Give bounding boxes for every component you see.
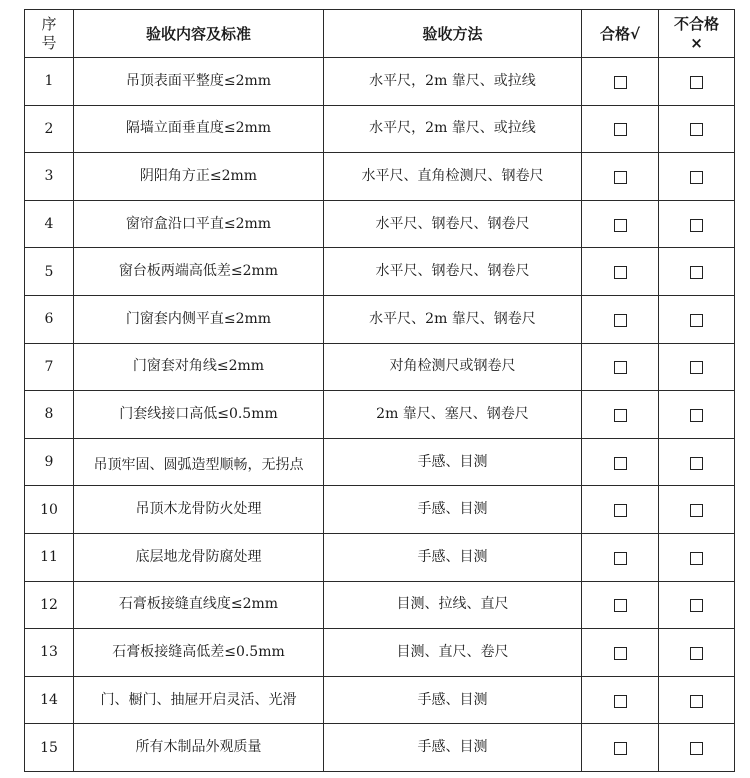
table-row [25,391,735,439]
row-item: 窗帘盒沿口平直≤2mm [74,200,324,248]
header-fail [659,10,735,58]
row-fail-cell [659,391,735,439]
row-number: 5 [25,248,74,296]
acceptance-table [24,9,735,772]
fail-checkbox[interactable] [690,695,703,708]
row-item: 门窗套对角线≤2mm [74,343,324,391]
fail-checkbox[interactable] [690,76,703,89]
table-row [25,533,735,581]
row-number: 3 [25,153,74,201]
pass-checkbox[interactable] [614,647,627,660]
row-method: 目测、直尺、卷尺 [324,629,582,677]
table-row [25,438,735,486]
table-row [25,153,735,201]
row-fail-cell [659,724,735,772]
table-row [25,676,735,724]
fail-checkbox[interactable] [690,266,703,279]
row-pass-cell [582,248,659,296]
pass-checkbox[interactable] [614,552,627,565]
row-number: 14 [25,676,74,724]
row-number: 4 [25,200,74,248]
pass-checkbox[interactable] [614,219,627,232]
table-row [25,105,735,153]
header-pass-label: 合格√ [599,24,640,43]
header-number [25,10,74,58]
row-number: 1 [25,58,74,106]
row-method: 水平尺、2m 靠尺、钢卷尺 [324,295,582,343]
pass-checkbox[interactable] [614,409,627,422]
pass-checkbox[interactable] [614,314,627,327]
row-item: 阴阳角方正≤2mm [74,153,324,201]
row-number: 9 [25,438,74,486]
row-method: 水平尺、直角检测尺、钢卷尺 [324,153,582,201]
row-pass-cell [582,58,659,106]
row-item: 门套线接口高低≤0.5mm [74,391,324,439]
row-method: 手感、目测 [324,676,582,724]
row-number: 8 [25,391,74,439]
row-item: 隔墙立面垂直度≤2mm [74,105,324,153]
row-pass-cell [582,153,659,201]
row-pass-cell [582,200,659,248]
row-item: 石膏板接缝直线度≤2mm [74,581,324,629]
row-number: 10 [25,486,74,534]
row-number: 6 [25,295,74,343]
header-item-label: 验收内容及标准 [145,24,251,43]
row-fail-cell [659,533,735,581]
table-row [25,58,735,106]
row-number: 12 [25,581,74,629]
row-pass-cell [582,676,659,724]
row-pass-cell [582,629,659,677]
row-method: 手感、目测 [324,438,582,486]
header-method [324,10,582,58]
fail-checkbox[interactable] [690,552,703,565]
row-fail-cell [659,200,735,248]
row-item: 石膏板接缝高低差≤0.5mm [74,629,324,677]
row-method: 水平尺，2m 靠尺、或拉线 [324,58,582,106]
row-pass-cell [582,105,659,153]
row-fail-cell [659,629,735,677]
table-row [25,724,735,772]
pass-checkbox[interactable] [614,695,627,708]
row-item: 窗台板两端高低差≤2mm [74,248,324,296]
header-pass [582,10,659,58]
row-number: 13 [25,629,74,677]
row-number: 2 [25,105,74,153]
row-number: 15 [25,724,74,772]
fail-checkbox[interactable] [690,171,703,184]
row-method: 水平尺、钢卷尺、钢卷尺 [324,248,582,296]
table-row [25,629,735,677]
row-method: 对角检测尺或钢卷尺 [324,343,582,391]
row-pass-cell [582,581,659,629]
row-method: 手感、目测 [324,533,582,581]
row-number: 7 [25,343,74,391]
row-pass-cell [582,724,659,772]
fail-checkbox[interactable] [690,457,703,470]
row-pass-cell [582,343,659,391]
fail-checkbox[interactable] [690,314,703,327]
fail-checkbox[interactable] [690,123,703,136]
table-row [25,248,735,296]
row-fail-cell [659,153,735,201]
row-pass-cell [582,438,659,486]
table-body [25,58,735,772]
pass-checkbox[interactable] [614,361,627,374]
row-method: 水平尺、钢卷尺、钢卷尺 [324,200,582,248]
table-row [25,581,735,629]
pass-checkbox[interactable] [614,266,627,279]
row-item: 门、橱门、抽屉开启灵活、光滑 [74,676,324,724]
row-item: 吊顶木龙骨防火处理 [74,486,324,534]
row-fail-cell [659,105,735,153]
pass-checkbox[interactable] [614,123,627,136]
row-item: 底层地龙骨防腐处理 [74,533,324,581]
header-number-label: 序号 [41,14,57,52]
row-fail-cell [659,486,735,534]
pass-checkbox[interactable] [614,504,627,517]
row-method: 手感、目测 [324,724,582,772]
fail-checkbox[interactable] [690,599,703,612]
row-number: 11 [25,533,74,581]
row-fail-cell [659,58,735,106]
pass-checkbox[interactable] [614,457,627,470]
fail-checkbox[interactable] [690,742,703,755]
row-fail-cell [659,343,735,391]
header-fail-label: 不合格 × [673,14,719,52]
pass-checkbox[interactable] [614,599,627,612]
row-method: 目测、拉线、直尺 [324,581,582,629]
row-item: 所有木制品外观质量 [74,724,324,772]
pass-checkbox[interactable] [614,171,627,184]
fail-checkbox[interactable] [690,361,703,374]
row-fail-cell [659,438,735,486]
header-item [74,10,324,58]
row-item: 门窗套内侧平直≤2mm [74,295,324,343]
table-row [25,343,735,391]
row-pass-cell [582,533,659,581]
row-fail-cell [659,676,735,724]
row-method: 水平尺，2m 靠尺、或拉线 [324,105,582,153]
row-pass-cell [582,295,659,343]
table-row [25,295,735,343]
row-item-text: 吊顶牢固、圆弧造型顺畅，无拐点 [93,456,304,473]
pass-checkbox[interactable] [614,76,627,89]
header-method-label: 验收方法 [422,24,483,43]
row-item [74,438,324,486]
fail-checkbox[interactable] [690,647,703,660]
fail-checkbox[interactable] [690,504,703,517]
row-method: 2m 靠尺、塞尺、钢卷尺 [324,391,582,439]
row-item: 吊顶表面平整度≤2mm [74,58,324,106]
row-fail-cell [659,248,735,296]
row-pass-cell [582,486,659,534]
fail-checkbox[interactable] [690,409,703,422]
table-row [25,200,735,248]
row-pass-cell [582,391,659,439]
table-row [25,486,735,534]
row-method: 手感、目测 [324,486,582,534]
header-row [25,10,735,58]
pass-checkbox[interactable] [614,742,627,755]
fail-checkbox[interactable] [690,219,703,232]
row-fail-cell [659,581,735,629]
row-fail-cell [659,295,735,343]
